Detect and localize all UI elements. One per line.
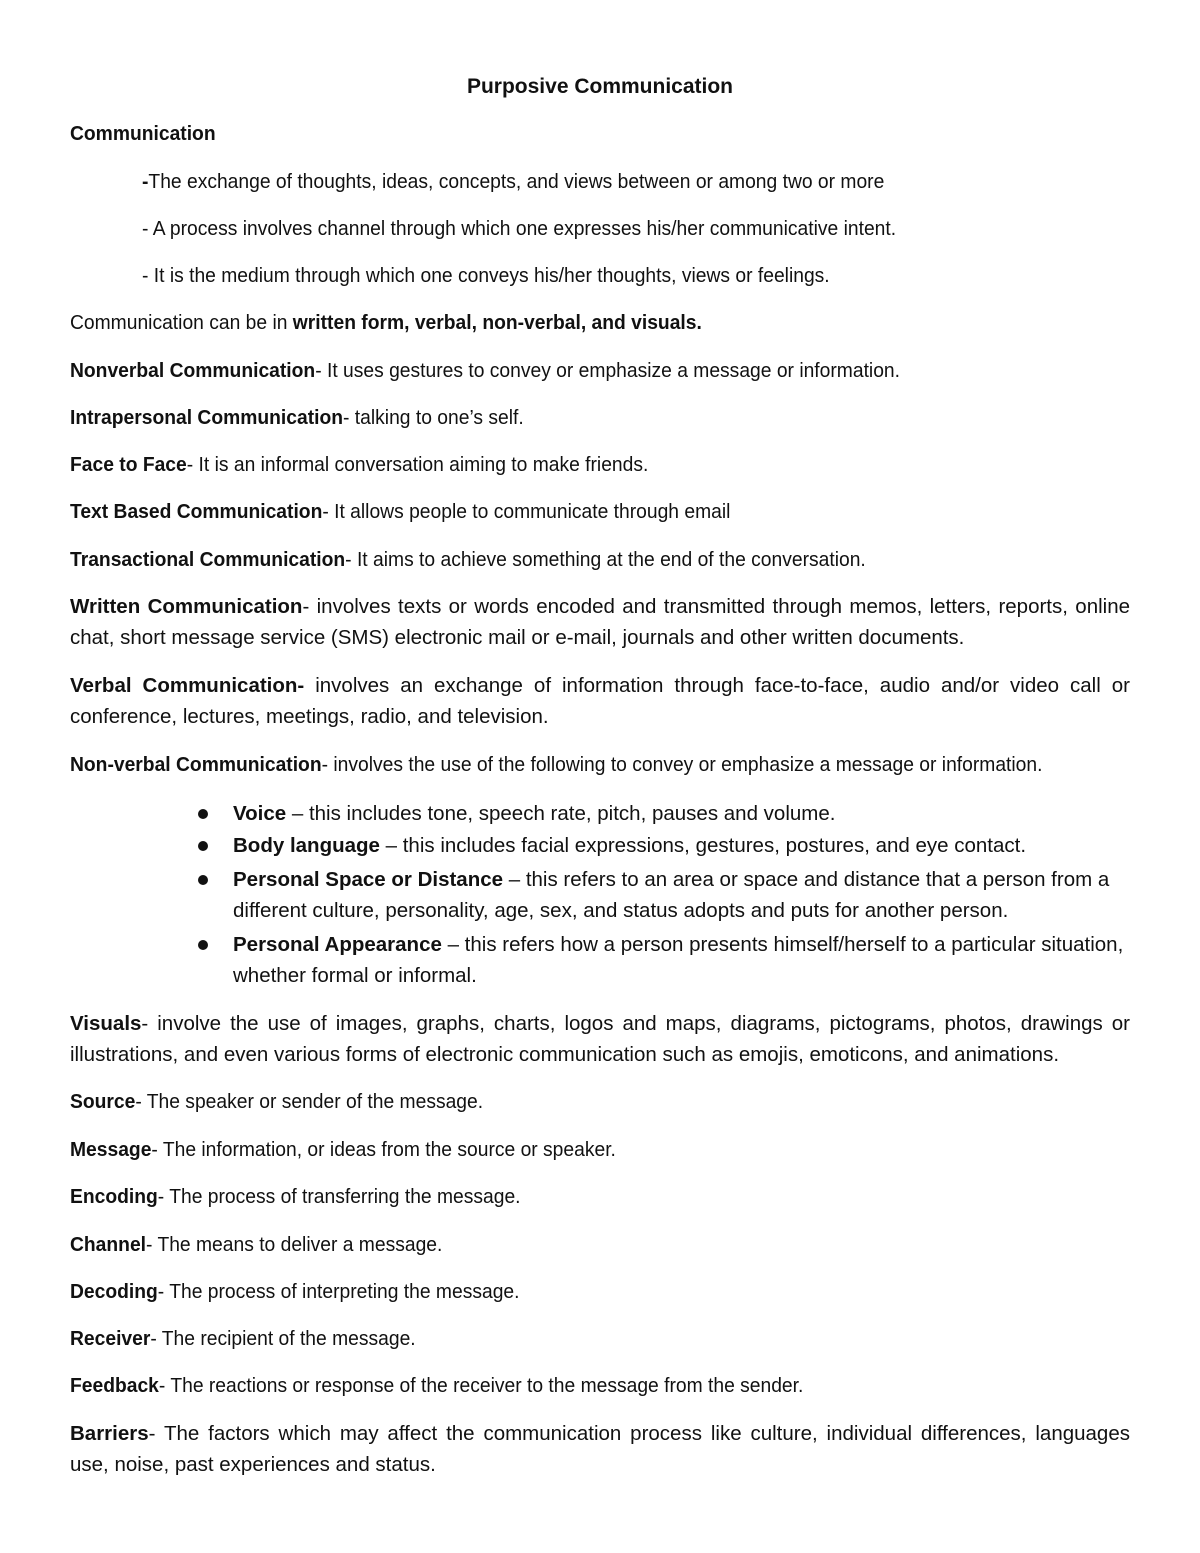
definition-line-1: -The exchange of thoughts, ideas, concepts, and views between or among two or more	[142, 170, 885, 193]
definition-line-2: - A process involves channel through which one expresses his/her communicative intent.	[142, 217, 897, 240]
term-nonverbal: Nonverbal Communication- It uses gestures to convey or emphasize a message or information.	[70, 359, 901, 382]
bullet-item-personal-space: Personal Space or Distance – this refers to an area or space and distance that a person from a different culture, personality, age, sex, and status adopts and puts for another person.	[233, 868, 1110, 922]
bullet-dot	[198, 809, 208, 819]
term-written: Written Communication- involves texts or words encoded and transmitted through memos, letters, reports, online chat, short message service (SMS) electronic mail or e-mail, journals and other written documents.	[70, 595, 1130, 649]
term-verbal: Verbal Communication- involves an exchange of information through face-to-face, audio and/or video call or conference, lectures, meetings, radio, and television.	[70, 674, 1130, 728]
bullet-dot	[198, 841, 208, 851]
term-channel: Channel- The means to deliver a message.	[70, 1233, 443, 1256]
bullet-dot	[198, 875, 208, 885]
page-title: Purposive Communication	[466, 75, 734, 98]
term-non-verbal: Non-verbal Communication- involves the use of the following to convey or emphasize a message or information.	[70, 753, 1043, 776]
bullet-item-voice: Voice – this includes tone, speech rate, pitch, pauses and volume.	[233, 802, 836, 825]
forms-paragraph: Communication can be in written form, verbal, non-verbal, and visuals.	[70, 311, 702, 334]
term-visuals: Visuals- involve the use of images, graphs, charts, logos and maps, diagrams, pictograms, photos, drawings or illustrations, and even various forms of electronic communication such as emojis, emoticons, and animations.	[70, 1012, 1130, 1066]
term-message: Message- The information, or ideas from the source or speaker.	[70, 1138, 616, 1161]
term-source: Source- The speaker or sender of the message.	[70, 1090, 484, 1113]
bullet-dot	[198, 940, 208, 950]
bullet-item-body-language: Body language – this includes facial expressions, gestures, postures, and eye contact.	[233, 834, 1027, 857]
term-face-to-face: Face to Face- It is an informal conversation aiming to make friends.	[70, 453, 649, 476]
term-text-based: Text Based Communication- It allows people to communicate through email	[70, 500, 731, 523]
term-decoding: Decoding- The process of interpreting the message.	[70, 1280, 520, 1303]
term-feedback: Feedback- The reactions or response of the receiver to the message from the sender.	[70, 1374, 804, 1397]
term-encoding: Encoding- The process of transferring the message.	[70, 1185, 521, 1208]
section-heading: Communication	[70, 122, 216, 145]
term-intrapersonal: Intrapersonal Communication- talking to one’s self.	[70, 406, 524, 429]
term-barriers: Barriers- The factors which may affect the communication process like culture, individual differences, languages use, noise, past experiences and status.	[70, 1422, 1130, 1476]
term-receiver: Receiver- The recipient of the message.	[70, 1327, 416, 1350]
bullet-item-personal-appearance: Personal Appearance – this refers how a person presents himself/herself to a particular situation, whether formal or informal.	[233, 933, 1124, 987]
definition-line-3: - It is the medium through which one conveys his/her thoughts, views or feelings.	[142, 264, 830, 287]
term-transactional: Transactional Communication- It aims to achieve something at the end of the conversation.	[70, 548, 866, 571]
